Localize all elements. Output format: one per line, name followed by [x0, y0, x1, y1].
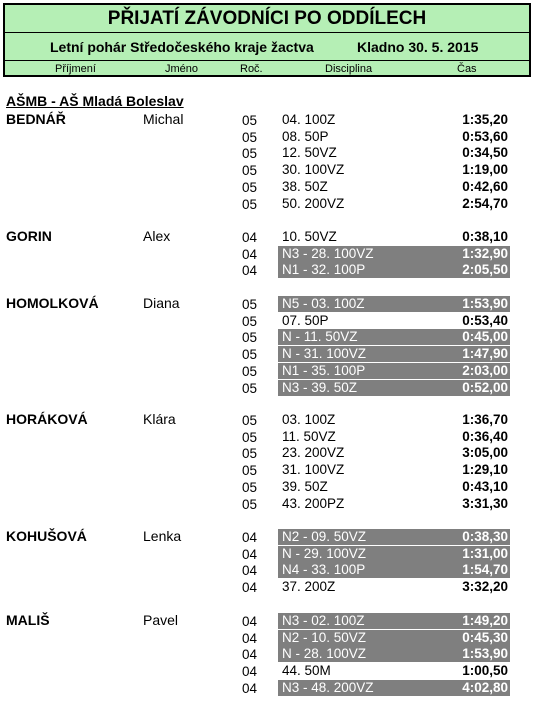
- entry-year: 04: [242, 246, 258, 262]
- entry-time: 3:31,30: [462, 495, 508, 511]
- nominated-entry-bar: [278, 346, 510, 362]
- entry-time: 1:54,70: [462, 562, 508, 578]
- nominated-entry-bar: [278, 680, 510, 696]
- entry-time: 1:53,90: [462, 296, 508, 311]
- entry-time: 0:42,60: [462, 178, 508, 194]
- entry-year: 05: [242, 146, 258, 162]
- entry-discipline: N3 - 48. 200VZ: [282, 679, 374, 695]
- entry-row: [0, 179, 541, 196]
- entry-discipline: N2 - 09. 50VZ: [282, 529, 367, 544]
- athlete-surname: KOHUŠOVÁ: [6, 528, 87, 544]
- nominated-entry-bar: [278, 262, 510, 278]
- entry-time: 0:43,10: [462, 478, 508, 494]
- entry-year: 05: [242, 413, 258, 428]
- entry-time: 2:05,50: [462, 262, 508, 278]
- athlete-firstname: Alex: [143, 228, 171, 244]
- entry-bar: [278, 412, 510, 428]
- athlete-surname: HOMOLKOVÁ: [6, 295, 99, 311]
- entry-discipline: N - 28. 100VZ: [282, 646, 367, 662]
- entry-bar: [278, 445, 510, 461]
- entry-row: [0, 462, 541, 479]
- entry-year: 04: [242, 530, 258, 545]
- entry-time: 0:52,00: [462, 379, 508, 395]
- entry-year: 05: [242, 129, 258, 145]
- entry-discipline: N - 29. 100VZ: [282, 545, 367, 561]
- entry-bar: [278, 462, 510, 478]
- entry-discipline: N1 - 35. 100P: [282, 362, 366, 378]
- entry-discipline: 37. 200Z: [282, 579, 336, 595]
- entry-bar: [278, 112, 510, 128]
- entry-bar: [278, 429, 510, 445]
- entry-discipline: N1 - 32. 100P: [282, 262, 366, 278]
- entry-time: 1:00,50: [462, 663, 508, 679]
- venue-date: Kladno 30. 5. 2015: [357, 39, 479, 55]
- nominated-entry-bar: [278, 329, 510, 345]
- entry-discipline: N - 31. 100VZ: [282, 346, 367, 362]
- entry-year: 04: [242, 563, 258, 579]
- entry-row: [0, 112, 541, 129]
- entry-time: 2:03,00: [462, 362, 508, 378]
- document-title: PŘIJATÍ ZÁVODNÍCI PO ODDÍLECH: [5, 5, 529, 33]
- athlete-firstname: Michal: [143, 111, 184, 127]
- entry-row: [0, 262, 541, 279]
- entry-time: 0:34,50: [462, 145, 508, 161]
- entry-year: 05: [242, 479, 258, 495]
- entry-year: 04: [242, 546, 258, 562]
- entry-time: 2:54,70: [462, 195, 508, 211]
- entry-row: [0, 129, 541, 146]
- entry-time: 4:02,80: [462, 679, 508, 695]
- athlete-firstname: Klára: [143, 411, 176, 427]
- entry-year: 04: [242, 680, 258, 696]
- nominated-entry-bar: [278, 380, 510, 396]
- entry-time: 1:29,10: [462, 462, 508, 478]
- entry-bar: [278, 196, 510, 212]
- entry-year: 05: [242, 196, 258, 212]
- entry-year: 04: [242, 230, 258, 245]
- nominated-entry-bar: [278, 296, 510, 312]
- entry-discipline: 08. 50P: [282, 128, 329, 144]
- entry-time: 0:53,60: [462, 128, 508, 144]
- entry-discipline: 10. 50VZ: [282, 229, 337, 244]
- column-headers: [5, 60, 529, 77]
- entry-row: [0, 663, 541, 680]
- col-surname: Příjmení: [55, 63, 96, 75]
- entry-row: [0, 546, 541, 563]
- entry-discipline: 11. 50VZ: [282, 428, 336, 444]
- entry-row: [0, 613, 541, 630]
- nominated-entry-bar: [278, 363, 510, 379]
- entry-time: 3:32,20: [462, 579, 508, 595]
- entry-row: [0, 562, 541, 579]
- entry-discipline: N - 11. 50VZ: [282, 329, 358, 345]
- athlete-surname: HORÁKOVÁ: [6, 411, 88, 427]
- athlete-surname: MALIŠ: [6, 612, 50, 628]
- entry-year: 05: [242, 163, 258, 179]
- entry-bar: [278, 179, 510, 195]
- entry-discipline: 04. 100Z: [282, 112, 336, 127]
- entry-year: 04: [242, 614, 258, 629]
- club-heading: AŠMB - AŠ Mladá Boleslav: [6, 93, 184, 109]
- entry-bar: [278, 579, 510, 595]
- entry-bar: [278, 129, 510, 145]
- entry-discipline: 39. 50Z: [282, 478, 328, 494]
- entry-row: [0, 313, 541, 330]
- entry-year: 05: [242, 496, 258, 512]
- nominated-entry-bar: [278, 246, 510, 262]
- athlete-surname: BEDNÁŘ: [6, 111, 66, 127]
- entry-row: [0, 246, 541, 263]
- entry-row: [0, 196, 541, 213]
- entry-year: 05: [242, 113, 258, 128]
- entry-bar: [278, 663, 510, 679]
- entry-time: 1:49,20: [462, 613, 508, 628]
- entry-discipline: N2 - 10. 50VZ: [282, 629, 367, 645]
- col-firstname: Jméno: [165, 63, 199, 75]
- entry-time: 0:53,40: [462, 312, 508, 328]
- entry-time: 0:36,40: [462, 428, 508, 444]
- entry-time: 1:47,90: [462, 346, 508, 362]
- athlete-firstname: Lenka: [143, 528, 182, 544]
- entry-row: [0, 363, 541, 380]
- athlete-firstname: Diana: [143, 295, 180, 311]
- col-discipline: Disciplina: [325, 63, 373, 75]
- entry-time: 1:53,90: [462, 646, 508, 662]
- entry-year: 05: [242, 380, 258, 396]
- entry-time: 0:38,10: [462, 229, 508, 244]
- athlete-firstname: Pavel: [143, 612, 179, 628]
- entry-discipline: 12. 50VZ: [282, 145, 337, 161]
- nominated-entry-bar: [278, 562, 510, 578]
- entry-year: 05: [242, 313, 258, 329]
- entry-time: 1:35,20: [462, 112, 508, 127]
- entry-row: [0, 145, 541, 162]
- entry-row: [0, 329, 541, 346]
- entry-bar: [278, 479, 510, 495]
- entry-row: [0, 479, 541, 496]
- entry-row: [0, 162, 541, 179]
- col-year: Roč.: [240, 63, 263, 75]
- entry-year: 05: [242, 363, 258, 379]
- entry-year: 05: [242, 330, 258, 346]
- entry-year: 05: [242, 347, 258, 363]
- entry-discipline: N5 - 03. 100Z: [282, 296, 365, 311]
- entry-time: 0:45,30: [462, 629, 508, 645]
- entry-bar: [278, 162, 510, 178]
- entry-row: [0, 529, 541, 546]
- entry-year: 04: [242, 664, 258, 680]
- entry-row: [0, 496, 541, 513]
- entry-bar: [278, 496, 510, 512]
- entry-discipline: N3 - 02. 100Z: [282, 613, 365, 628]
- entry-row: [0, 296, 541, 313]
- entry-time: 0:38,30: [462, 529, 508, 544]
- entry-row: [0, 429, 541, 446]
- entry-discipline: N3 - 39. 50Z: [282, 379, 358, 395]
- entry-time: 0:45,00: [462, 329, 508, 345]
- entry-discipline: 07. 50P: [282, 312, 329, 328]
- entry-discipline: 31. 100VZ: [282, 462, 345, 478]
- nominated-entry-bar: [278, 529, 510, 545]
- entry-time: 1:19,00: [462, 162, 508, 178]
- entry-year: 04: [242, 263, 258, 279]
- entry-year: 05: [242, 463, 258, 479]
- entry-bar: [278, 145, 510, 161]
- entry-discipline: 43. 200PZ: [282, 495, 345, 511]
- entry-discipline: 44. 50M: [282, 663, 331, 679]
- entry-year: 05: [242, 179, 258, 195]
- entry-year: 05: [242, 446, 258, 462]
- document-header: [3, 3, 531, 77]
- entry-discipline: 50. 200VZ: [282, 195, 345, 211]
- entry-year: 05: [242, 429, 258, 445]
- entry-row: [0, 579, 541, 596]
- entry-discipline: N4 - 33. 100P: [282, 562, 366, 578]
- entry-year: 04: [242, 580, 258, 596]
- entry-discipline: 38. 50Z: [282, 178, 328, 194]
- entry-year: 04: [242, 630, 258, 646]
- nominated-entry-bar: [278, 646, 510, 662]
- nominated-entry-bar: [278, 630, 510, 646]
- entry-time: 1:31,00: [462, 545, 508, 561]
- nominated-entry-bar: [278, 546, 510, 562]
- entry-row: [0, 445, 541, 462]
- entry-row: [0, 346, 541, 363]
- entry-time: 3:05,00: [462, 445, 508, 461]
- entry-discipline: 03. 100Z: [282, 412, 336, 427]
- entry-discipline: 23. 200VZ: [282, 445, 345, 461]
- entry-row: [0, 380, 541, 397]
- entry-year: 05: [242, 297, 258, 312]
- entry-discipline: 30. 100VZ: [282, 162, 345, 178]
- entry-row: [0, 680, 541, 697]
- entry-bar: [278, 229, 510, 245]
- nominated-entry-bar: [278, 613, 510, 629]
- entry-bar: [278, 313, 510, 329]
- entry-time: 1:32,90: [462, 245, 508, 261]
- entry-time: 1:36,70: [462, 412, 508, 427]
- entry-row: [0, 412, 541, 429]
- entry-row: [0, 630, 541, 647]
- competition-name: Letní pohár Středočeského kraje žactva: [50, 39, 314, 55]
- col-time: Čas: [457, 63, 477, 75]
- athlete-surname: GORIN: [6, 228, 52, 244]
- entry-discipline: N3 - 28. 100VZ: [282, 245, 374, 261]
- entry-row: [0, 646, 541, 663]
- entry-year: 04: [242, 647, 258, 663]
- entry-row: [0, 229, 541, 246]
